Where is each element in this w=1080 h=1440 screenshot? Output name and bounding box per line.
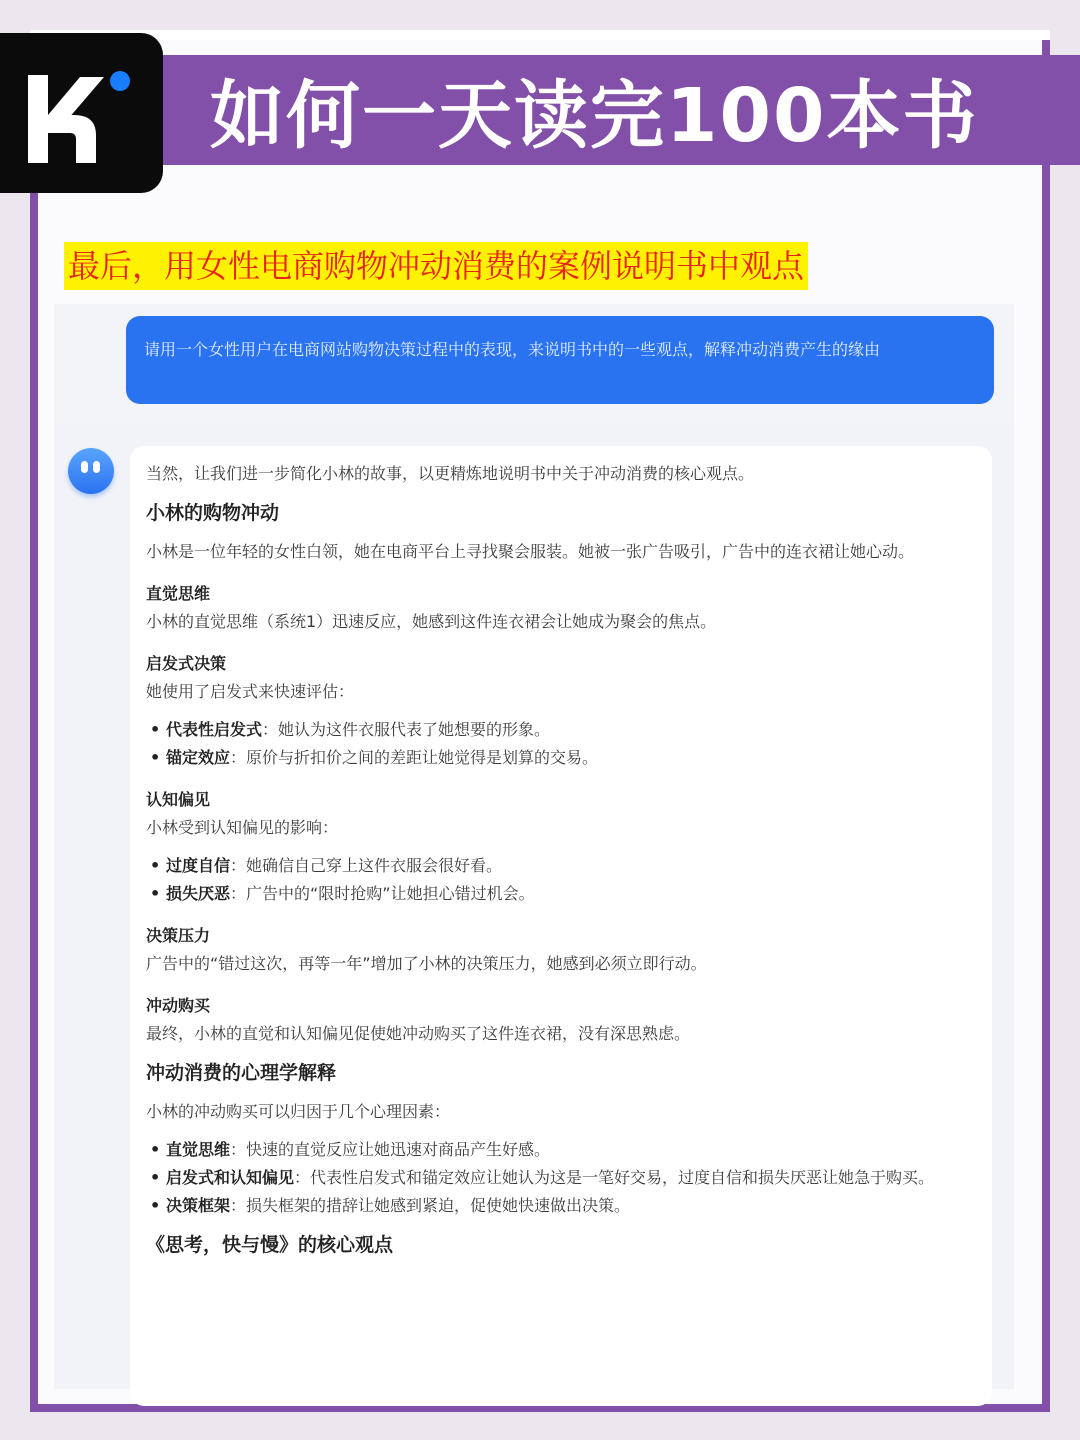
title-banner <box>110 55 1080 165</box>
highlight-heading: 最后，用女性电商购物冲动消费的案例说明书中观点 <box>64 242 808 290</box>
bullet-term: 过度自信 <box>166 856 231 875</box>
chat-area[interactable] <box>54 304 1014 1389</box>
bullet-list <box>146 852 976 908</box>
bullet-term: 启发式和认知偏见 <box>166 1168 295 1187</box>
bullet-desc: ：损失框架的措辞让她感到紧迫，促使她快速做出决策。 <box>230 1196 631 1215</box>
bullet-desc: ：广告中的“限时抢购”让她担心错过机会。 <box>230 884 535 903</box>
list-item <box>166 852 976 880</box>
section-text: 最终，小林的直觉和认知偏见促使她冲动购买了这件连衣裙，没有深思熟虑。 <box>146 1024 691 1043</box>
kimi-logo <box>0 33 163 193</box>
section-title: 启发式决策 <box>146 654 227 673</box>
list-item <box>166 880 976 908</box>
list-item <box>166 1164 976 1192</box>
list-item <box>166 1192 976 1220</box>
logo-k-icon <box>22 63 142 168</box>
user-message-bubble[interactable]: 请用一个女性用户在电商网站购物决策过程中的表现，来说明书中的一些观点，解释冲动消费产生的缘由 <box>126 316 994 404</box>
bullet-list <box>146 1136 976 1220</box>
page-title: 如何一天读完100本书 <box>210 73 979 159</box>
bullet-term: 决策框架 <box>166 1196 231 1215</box>
list-item <box>166 744 976 772</box>
bullet-term: 锚定效应 <box>166 748 231 767</box>
avatar-eye-left <box>81 461 88 473</box>
psych-title: 冲动消费的心理学解释 <box>146 1062 337 1084</box>
bullet-term: 损失厌恶 <box>166 884 231 903</box>
user-message-row <box>54 304 1014 422</box>
avatar-eye-right <box>93 461 100 473</box>
reply-intro: 当然，让我们进一步简化小林的故事，以更精炼地说明书中关于冲动消费的核心观点。 <box>146 464 755 483</box>
psych-intro: 小林的冲动购买可以归因于几个心理因素： <box>146 1102 451 1121</box>
frame-top-strip <box>30 30 1050 40</box>
bullet-desc: ：快速的直觉反应让她迅速对商品产生好感。 <box>230 1140 551 1159</box>
assistant-avatar <box>68 448 114 494</box>
bullet-desc: ：代表性启发式和锚定效应让她认为这是一笔好交易，过度自信和损失厌恶让她急于购买。 <box>294 1168 935 1187</box>
bullet-desc: ：她确信自己穿上这件衣服会很好看。 <box>230 856 503 875</box>
bullet-desc: ：她认为这件衣服代表了她想要的形象。 <box>262 720 551 739</box>
bullet-term: 直觉思维 <box>166 1140 231 1159</box>
assistant-message-bubble[interactable] <box>130 446 992 1406</box>
section-title: 冲动购买 <box>146 996 211 1015</box>
closing-title: 《思考，快与慢》的核心观点 <box>146 1234 394 1256</box>
story-text: 小林是一位年轻的女性白领，她在电商平台上寻找聚会服装。她被一张广告吸引，广告中的连衣裙让她心动。 <box>146 542 915 561</box>
bullet-list <box>146 716 976 772</box>
section-text: 小林受到认知偏见的影响： <box>146 818 339 837</box>
section-text: 广告中的“错过这次，再等一年”增加了小林的决策压力，她感到必须立即行动。 <box>146 954 707 973</box>
story-title: 小林的购物冲动 <box>146 502 280 524</box>
bullet-term: 代表性启发式 <box>166 720 263 739</box>
bullet-desc: ：原价与折扣价之间的差距让她觉得是划算的交易。 <box>230 748 599 767</box>
list-item <box>166 716 976 744</box>
section-title: 认知偏见 <box>146 790 211 809</box>
section-title: 决策压力 <box>146 926 211 945</box>
section-title: 直觉思维 <box>146 584 211 603</box>
section-text: 小林的直觉思维（系统1）迅速反应，她感到这件连衣裙会让她成为聚会的焦点。 <box>146 612 717 631</box>
list-item <box>166 1136 976 1164</box>
section-text: 她使用了启发式来快速评估： <box>146 682 355 701</box>
